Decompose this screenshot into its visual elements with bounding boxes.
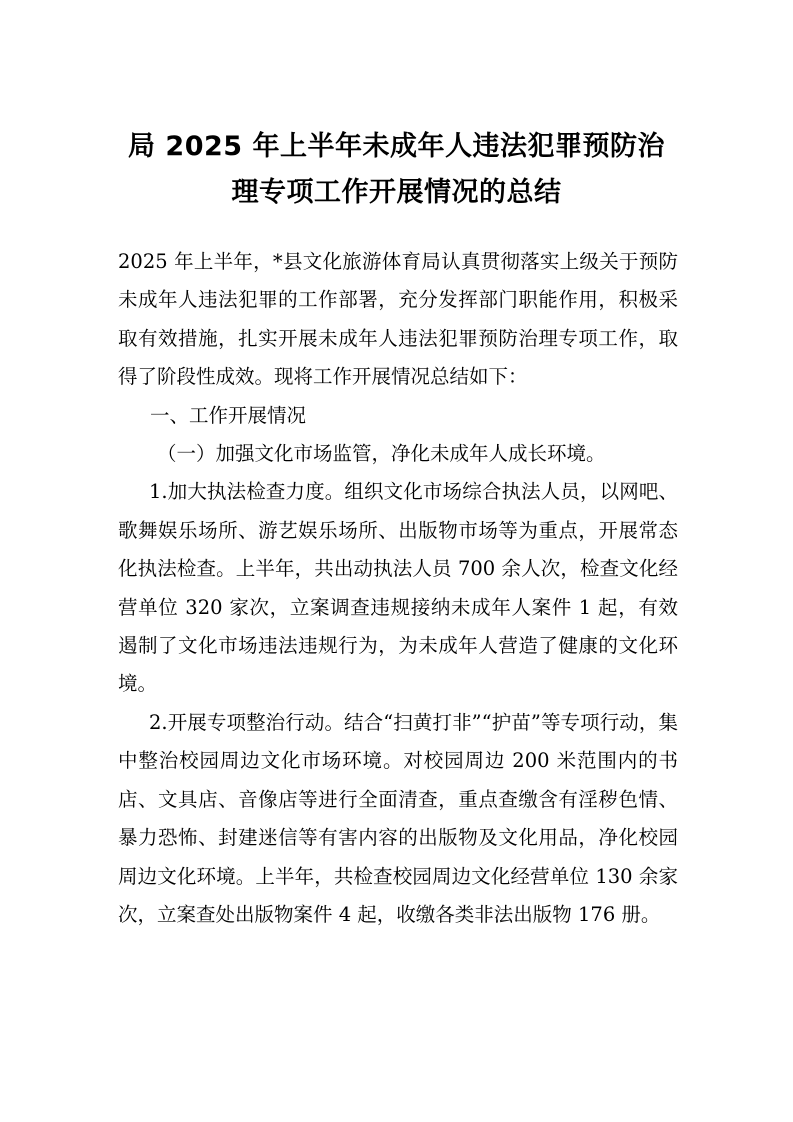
subsection-heading: （一）加强文化市场监管，净化未成年人成长环境。 (157, 442, 606, 466)
document-body (118, 243, 678, 934)
intro-paragraph: 2025 年上半年，*县文化旅游体育局认真贯彻落实上级关于预防未成年人违法犯罪的工作部署，充分发挥部门职能作用，积极采取有效措施，扎实开展未成年人违法犯罪预防治理专项工作，取得了阶段性成效。现将工作开展情况总结如下： (118, 250, 678, 389)
section-heading: 一、工作开展情况 (150, 403, 307, 427)
document-title-line-2: 理专项工作开展情况的总结 (231, 177, 562, 208)
document-title-line-1: 局 2025 年上半年未成年人违法犯罪预防治 (128, 131, 665, 162)
body-paragraph: 2.开展专项整治行动。结合“扫黄打非”“护苗”等专项行动，集中整治校园周边文化市场环境。对校园周边 200 米范围内的书店、文具店、音像店等进行全面清查，重点查缴含有淫秽色情、暴力恐怖、封建迷信等有害内容的出版物及文化用品，净化校园周边文化环境。上半年，共检查校园周边文化经营单位 130 余家次，立案查处出版物案件 4 起，收缴各类非法出版物 176 册。 (118, 710, 678, 926)
body-paragraph: 1.加大执法检查力度。组织文化市场综合执法人员，以网吧、歌舞娱乐场所、游艺娱乐场所、出版物市场等为重点，开展常态化执法检查。上半年，共出动执法人员 700 余人次，检查文化经营单位 320 家次，立案调查违规接纳未成年人案件 1 起，有效遏制了文化市场违法违规行为，为未成年人营造了健康的文化环境。 (118, 480, 678, 696)
